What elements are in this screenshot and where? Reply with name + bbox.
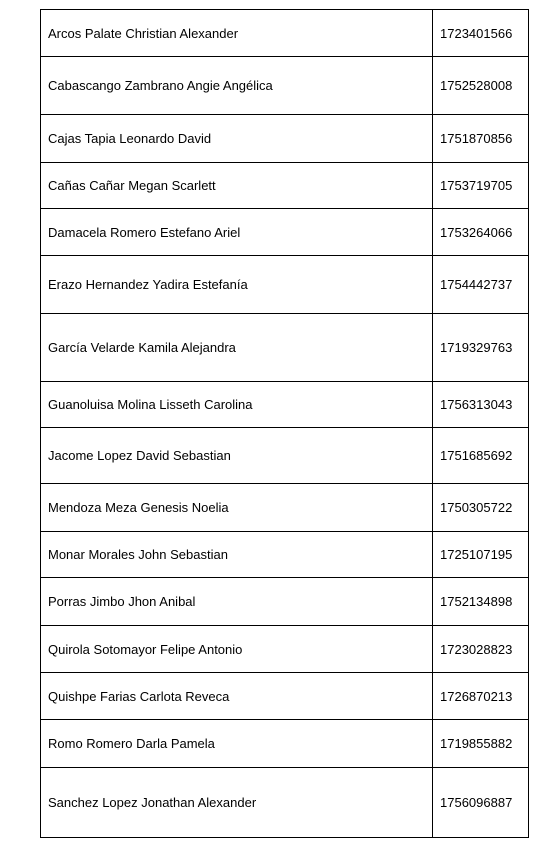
- student-id-cell: 1752134898: [433, 578, 529, 626]
- table-row: [41, 10, 529, 57]
- table-row: [41, 673, 529, 720]
- table-row: [41, 209, 529, 256]
- student-id-cell: 1719329763: [433, 314, 529, 382]
- student-table: [40, 9, 529, 838]
- student-id-cell: 1751685692: [433, 428, 529, 484]
- table-row: [41, 768, 529, 838]
- table-row: [41, 428, 529, 484]
- student-name-cell: Porras Jimbo Jhon Anibal: [41, 578, 433, 626]
- table-row: [41, 484, 529, 532]
- table-body: [41, 10, 529, 838]
- table-row: [41, 256, 529, 314]
- student-name-cell: Cajas Tapia Leonardo David: [41, 115, 433, 163]
- student-name-cell: Cañas Cañar Megan Scarlett: [41, 163, 433, 209]
- table-row: [41, 720, 529, 768]
- student-id-cell: 1756313043: [433, 382, 529, 428]
- student-name-cell: Sanchez Lopez Jonathan Alexander: [41, 768, 433, 838]
- student-name-cell: Erazo Hernandez Yadira Estefanía: [41, 256, 433, 314]
- student-id-cell: 1756096887: [433, 768, 529, 838]
- student-id-cell: 1725107195: [433, 532, 529, 578]
- table-row: [41, 626, 529, 673]
- student-name-cell: Damacela Romero Estefano Ariel: [41, 209, 433, 256]
- student-id-cell: 1753264066: [433, 209, 529, 256]
- student-id-cell: 1751870856: [433, 115, 529, 163]
- student-name-cell: Monar Morales John Sebastian: [41, 532, 433, 578]
- student-id-cell: 1723401566: [433, 10, 529, 57]
- student-id-cell: 1719855882: [433, 720, 529, 768]
- student-id-cell: 1723028823: [433, 626, 529, 673]
- table-row: [41, 382, 529, 428]
- student-id-cell: 1752528008: [433, 57, 529, 115]
- student-id-cell: 1754442737: [433, 256, 529, 314]
- student-name-cell: Cabascango Zambrano Angie Angélica: [41, 57, 433, 115]
- table-row: [41, 532, 529, 578]
- student-name-cell: Arcos Palate Christian Alexander: [41, 10, 433, 57]
- table-row: [41, 57, 529, 115]
- student-name-cell: Jacome Lopez David Sebastian: [41, 428, 433, 484]
- student-name-cell: Guanoluisa Molina Lisseth Carolina: [41, 382, 433, 428]
- student-id-cell: 1726870213: [433, 673, 529, 720]
- student-name-cell: Mendoza Meza Genesis Noelia: [41, 484, 433, 532]
- student-id-cell: 1753719705: [433, 163, 529, 209]
- student-name-cell: García Velarde Kamila Alejandra: [41, 314, 433, 382]
- student-name-cell: Romo Romero Darla Pamela: [41, 720, 433, 768]
- table-row: [41, 578, 529, 626]
- student-name-cell: Quirola Sotomayor Felipe Antonio: [41, 626, 433, 673]
- table-row: [41, 115, 529, 163]
- table-row: [41, 314, 529, 382]
- student-id-cell: 1750305722: [433, 484, 529, 532]
- student-name-cell: Quishpe Farias Carlota Reveca: [41, 673, 433, 720]
- table-row: [41, 163, 529, 209]
